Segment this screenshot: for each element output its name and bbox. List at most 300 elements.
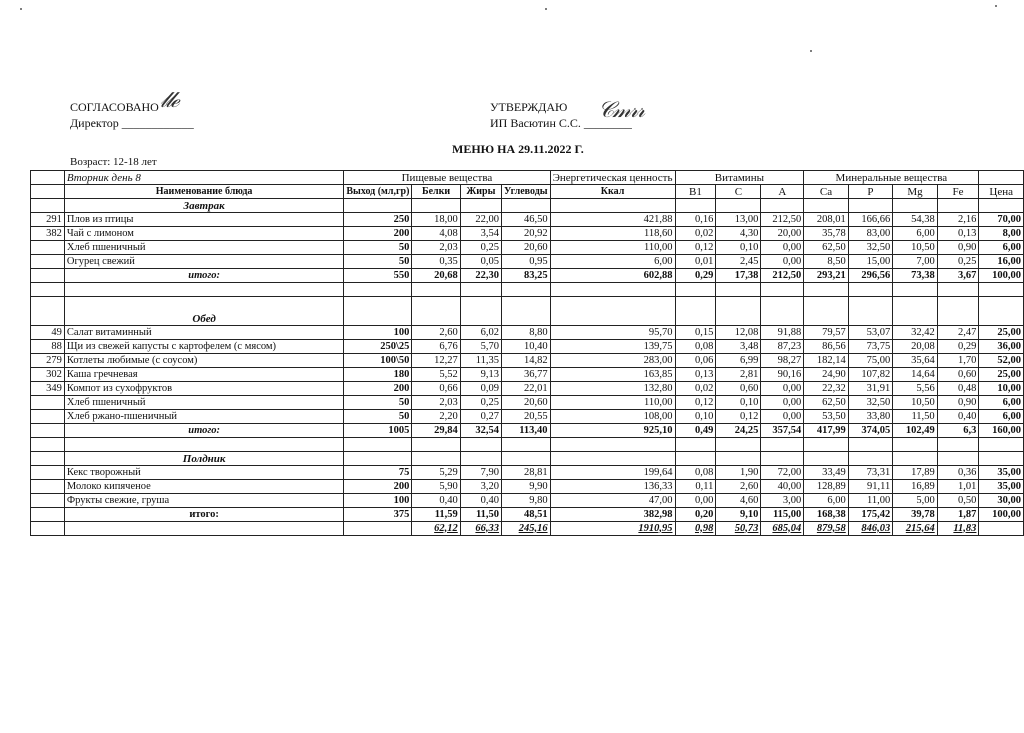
mg: 5,56 <box>893 382 937 396</box>
total-kcal: 925,10 <box>550 424 675 438</box>
dish-name: Кекс творожный <box>64 466 343 480</box>
protein: 12,27 <box>412 354 460 368</box>
fe: 0,90 <box>937 241 979 255</box>
vit-a: 40,00 <box>761 480 804 494</box>
blank-cell <box>412 297 460 326</box>
output: 250 <box>344 213 412 227</box>
fe: 0,50 <box>937 494 979 508</box>
vit-b1: 0,08 <box>675 340 716 354</box>
blank-cell <box>460 199 501 213</box>
blank-cell <box>675 438 716 452</box>
fe: 0,40 <box>937 410 979 424</box>
mg: 35,64 <box>893 354 937 368</box>
output: 200 <box>344 227 412 241</box>
blank-row <box>31 283 1024 297</box>
grand-total-mg: 215,64 <box>893 522 937 536</box>
protein: 18,00 <box>412 213 460 227</box>
total-carbs: 83,25 <box>502 269 551 283</box>
total-output: 550 <box>344 269 412 283</box>
carbs: 36,77 <box>502 368 551 382</box>
p: 11,00 <box>848 494 892 508</box>
vit-b1: 0,02 <box>675 382 716 396</box>
total-output: 1005 <box>344 424 412 438</box>
blank-cell <box>412 199 460 213</box>
blank-cell <box>31 185 65 199</box>
recipe-number <box>31 396 65 410</box>
protein: 6,76 <box>412 340 460 354</box>
p: 53,07 <box>848 326 892 340</box>
p: 75,00 <box>848 354 892 368</box>
total-p: 374,05 <box>848 424 892 438</box>
col-name: Наименование блюда <box>64 185 343 199</box>
vit-c: 2,60 <box>716 480 761 494</box>
group-energy: Энергетическая ценность <box>550 171 675 185</box>
carbs: 9,80 <box>502 494 551 508</box>
blank-cell <box>804 452 848 466</box>
output: 50 <box>344 241 412 255</box>
table-row <box>31 213 1024 227</box>
carbs: 28,81 <box>502 466 551 480</box>
carbs: 0,95 <box>502 255 551 269</box>
mg: 17,89 <box>893 466 937 480</box>
grand-total-dish-name <box>64 522 343 536</box>
price: 10,00 <box>979 382 1024 396</box>
blank-cell <box>344 438 412 452</box>
protein: 2,60 <box>412 326 460 340</box>
scan-speck <box>545 8 547 10</box>
p: 73,31 <box>848 466 892 480</box>
carbs: 20,55 <box>502 410 551 424</box>
blank-cell <box>550 438 675 452</box>
blank-cell <box>804 283 848 297</box>
vit-b1: 0,02 <box>675 227 716 241</box>
output: 200 <box>344 382 412 396</box>
carbs: 9,90 <box>502 480 551 494</box>
table-row <box>31 241 1024 255</box>
vit-a: 0,00 <box>761 396 804 410</box>
total-p: 296,56 <box>848 269 892 283</box>
total-ca: 417,99 <box>804 424 848 438</box>
recipe-number: 291 <box>31 213 65 227</box>
fe: 0,90 <box>937 396 979 410</box>
output: 250\25 <box>344 340 412 354</box>
grand-total-carbs: 245,16 <box>502 522 551 536</box>
table-row <box>31 227 1024 241</box>
vit-c: 0,10 <box>716 241 761 255</box>
meal-title-row <box>31 297 1024 326</box>
fat: 5,70 <box>460 340 501 354</box>
blank-cell <box>64 283 343 297</box>
table-row <box>31 326 1024 340</box>
mg: 14,64 <box>893 368 937 382</box>
dish-name: Молоко кипяченое <box>64 480 343 494</box>
blank-cell <box>979 199 1024 213</box>
total-recipe-number <box>31 508 65 522</box>
grand-total-row <box>31 522 1024 536</box>
grand-total-kcal: 1910,95 <box>550 522 675 536</box>
dish-name: Каша гречневая <box>64 368 343 382</box>
total-mg: 73,38 <box>893 269 937 283</box>
fat: 3,54 <box>460 227 501 241</box>
fe: 0,48 <box>937 382 979 396</box>
total-fe: 6,3 <box>937 424 979 438</box>
blank-cell <box>460 452 501 466</box>
scan-speck <box>20 8 22 10</box>
total-p: 175,42 <box>848 508 892 522</box>
blank-cell <box>344 452 412 466</box>
col-carbs: Углеводы <box>502 185 551 199</box>
vit-b1: 0,06 <box>675 354 716 368</box>
blank-cell <box>979 171 1024 185</box>
ca: 22,32 <box>804 382 848 396</box>
kcal: 163,85 <box>550 368 675 382</box>
protein: 4,08 <box>412 227 460 241</box>
vit-b1: 0,13 <box>675 368 716 382</box>
total-protein: 29,84 <box>412 424 460 438</box>
blank-cell <box>893 283 937 297</box>
total-ca: 293,21 <box>804 269 848 283</box>
fe: 0,13 <box>937 227 979 241</box>
total-ca: 168,38 <box>804 508 848 522</box>
blank-cell <box>502 452 551 466</box>
signature-left: 𝓁𝓁ℯ <box>160 88 178 113</box>
document-title: МЕНЮ НА 29.11.2022 Г. <box>452 142 584 156</box>
total-price: 100,00 <box>979 269 1024 283</box>
output: 50 <box>344 410 412 424</box>
total-fat: 32,54 <box>460 424 501 438</box>
blank-cell <box>716 452 761 466</box>
total-vit-a: 357,54 <box>761 424 804 438</box>
meal-title: Полдник <box>64 452 343 466</box>
price: 35,00 <box>979 466 1024 480</box>
blank-cell <box>550 452 675 466</box>
vit-c: 4,60 <box>716 494 761 508</box>
blank-cell <box>64 438 343 452</box>
total-recipe-number <box>31 424 65 438</box>
protein: 0,40 <box>412 494 460 508</box>
blank-cell <box>502 297 551 326</box>
fat: 0,40 <box>460 494 501 508</box>
output: 100 <box>344 494 412 508</box>
col-output: Выход (мл,гр) <box>344 185 412 199</box>
mg: 5,00 <box>893 494 937 508</box>
output: 200 <box>344 480 412 494</box>
p: 33,80 <box>848 410 892 424</box>
p: 15,00 <box>848 255 892 269</box>
fat: 7,90 <box>460 466 501 480</box>
kcal: 47,00 <box>550 494 675 508</box>
blank-cell <box>550 297 675 326</box>
price: 6,00 <box>979 396 1024 410</box>
total-price: 100,00 <box>979 508 1024 522</box>
total-output: 375 <box>344 508 412 522</box>
dish-name: Плов из птицы <box>64 213 343 227</box>
price: 70,00 <box>979 213 1024 227</box>
vit-a: 3,00 <box>761 494 804 508</box>
blank-cell <box>937 297 979 326</box>
blank-cell <box>761 452 804 466</box>
blank-cell <box>979 283 1024 297</box>
total-label: итого: <box>64 508 343 522</box>
ca: 62,50 <box>804 241 848 255</box>
protein: 5,90 <box>412 480 460 494</box>
fe: 0,36 <box>937 466 979 480</box>
meal-title-row <box>31 199 1024 213</box>
vit-b1: 0,08 <box>675 466 716 480</box>
group-vitamins: Витамины <box>675 171 804 185</box>
col-a: A <box>761 185 804 199</box>
blank-cell <box>502 438 551 452</box>
mg: 6,00 <box>893 227 937 241</box>
carbs: 20,60 <box>502 396 551 410</box>
meal-title: Завтрак <box>64 199 343 213</box>
blank-cell <box>675 283 716 297</box>
blank-cell <box>31 199 65 213</box>
blank-cell <box>848 297 892 326</box>
col-b1: B1 <box>675 185 716 199</box>
total-carbs: 48,51 <box>502 508 551 522</box>
recipe-number: 49 <box>31 326 65 340</box>
vit-c: 0,12 <box>716 410 761 424</box>
price: 6,00 <box>979 410 1024 424</box>
total-row <box>31 424 1024 438</box>
vit-b1: 0,10 <box>675 410 716 424</box>
fe: 0,29 <box>937 340 979 354</box>
total-fe: 1,87 <box>937 508 979 522</box>
carbs: 8,80 <box>502 326 551 340</box>
blank-cell <box>31 283 65 297</box>
blank-cell <box>979 297 1024 326</box>
ca: 182,14 <box>804 354 848 368</box>
total-row <box>31 508 1024 522</box>
kcal: 6,00 <box>550 255 675 269</box>
ca: 8,50 <box>804 255 848 269</box>
fat: 6,02 <box>460 326 501 340</box>
total-vit-c: 17,38 <box>716 269 761 283</box>
ca: 79,57 <box>804 326 848 340</box>
grand-total-fat: 66,33 <box>460 522 501 536</box>
scan-speck <box>810 50 812 52</box>
col-ca: Ca <box>804 185 848 199</box>
total-recipe-number <box>31 269 65 283</box>
dish-name: Котлеты любимые (с соусом) <box>64 354 343 368</box>
blank-cell <box>848 283 892 297</box>
ca: 62,50 <box>804 396 848 410</box>
blank-cell <box>502 283 551 297</box>
blank-cell <box>675 199 716 213</box>
carbs: 10,40 <box>502 340 551 354</box>
blank-cell <box>979 438 1024 452</box>
blank-cell <box>937 452 979 466</box>
protein: 2,03 <box>412 396 460 410</box>
grand-total-protein: 62,12 <box>412 522 460 536</box>
fat: 0,25 <box>460 396 501 410</box>
total-protein: 11,59 <box>412 508 460 522</box>
output: 180 <box>344 368 412 382</box>
dish-name: Салат витаминный <box>64 326 343 340</box>
grand-total-vit-c: 50,73 <box>716 522 761 536</box>
vit-a: 0,00 <box>761 410 804 424</box>
price: 6,00 <box>979 241 1024 255</box>
vit-a: 0,00 <box>761 255 804 269</box>
protein: 0,66 <box>412 382 460 396</box>
fe: 2,16 <box>937 213 979 227</box>
fe: 2,47 <box>937 326 979 340</box>
vit-a: 87,23 <box>761 340 804 354</box>
meal-title-row <box>31 452 1024 466</box>
kcal: 95,70 <box>550 326 675 340</box>
carbs: 20,92 <box>502 227 551 241</box>
kcal: 139,75 <box>550 340 675 354</box>
blank-cell <box>979 452 1024 466</box>
mg: 10,50 <box>893 241 937 255</box>
ca: 53,50 <box>804 410 848 424</box>
p: 32,50 <box>848 396 892 410</box>
table-row <box>31 354 1024 368</box>
vit-a: 72,00 <box>761 466 804 480</box>
price: 25,00 <box>979 368 1024 382</box>
column-header-row <box>31 185 1024 199</box>
table-row <box>31 410 1024 424</box>
approval-right-title: УТВЕРЖДАЮ <box>490 100 568 114</box>
recipe-number: 88 <box>31 340 65 354</box>
total-kcal: 382,98 <box>550 508 675 522</box>
price: 30,00 <box>979 494 1024 508</box>
blank-cell <box>937 283 979 297</box>
kcal: 421,88 <box>550 213 675 227</box>
dish-name: Хлеб ржано-пшеничный <box>64 410 343 424</box>
ca: 24,90 <box>804 368 848 382</box>
kcal: 108,00 <box>550 410 675 424</box>
p: 31,91 <box>848 382 892 396</box>
blank-cell <box>937 438 979 452</box>
vit-b1: 0,16 <box>675 213 716 227</box>
blank-cell <box>460 283 501 297</box>
blank-cell <box>412 283 460 297</box>
recipe-number <box>31 480 65 494</box>
p: 107,82 <box>848 368 892 382</box>
blank-cell <box>502 199 551 213</box>
approval-left-role: Директор ____________ <box>70 116 194 130</box>
total-carbs: 113,40 <box>502 424 551 438</box>
grand-total-p: 846,03 <box>848 522 892 536</box>
blank-cell <box>31 452 65 466</box>
recipe-number: 302 <box>31 368 65 382</box>
ca: 6,00 <box>804 494 848 508</box>
vit-c: 2,81 <box>716 368 761 382</box>
kcal: 136,33 <box>550 480 675 494</box>
vit-b1: 0,01 <box>675 255 716 269</box>
output: 75 <box>344 466 412 480</box>
blank-cell <box>761 297 804 326</box>
vit-b1: 0,15 <box>675 326 716 340</box>
recipe-number <box>31 466 65 480</box>
total-vit-b1: 0,20 <box>675 508 716 522</box>
fat: 0,05 <box>460 255 501 269</box>
table-row <box>31 480 1024 494</box>
vit-c: 1,90 <box>716 466 761 480</box>
ca: 35,78 <box>804 227 848 241</box>
age-label: Возраст: 12-18 лет <box>70 156 157 168</box>
dish-name: Щи из свежей капусты с картофелем (с мясом) <box>64 340 343 354</box>
kcal: 199,64 <box>550 466 675 480</box>
fat: 22,00 <box>460 213 501 227</box>
blank-row <box>31 438 1024 452</box>
grand-total-ca: 879,58 <box>804 522 848 536</box>
ca: 208,01 <box>804 213 848 227</box>
grand-total-vit-a: 685,04 <box>761 522 804 536</box>
table-row <box>31 466 1024 480</box>
recipe-number: 349 <box>31 382 65 396</box>
col-c: C <box>716 185 761 199</box>
blank-cell <box>804 297 848 326</box>
ca: 86,56 <box>804 340 848 354</box>
vit-a: 0,00 <box>761 241 804 255</box>
fat: 0,09 <box>460 382 501 396</box>
kcal: 283,00 <box>550 354 675 368</box>
blank-cell <box>716 283 761 297</box>
output: 100\50 <box>344 354 412 368</box>
vit-c: 3,48 <box>716 340 761 354</box>
blank-cell <box>848 452 892 466</box>
price: 16,00 <box>979 255 1024 269</box>
col-mg: Mg <box>893 185 937 199</box>
total-vit-c: 9,10 <box>716 508 761 522</box>
kcal: 110,00 <box>550 396 675 410</box>
mg: 11,50 <box>893 410 937 424</box>
blank-cell <box>31 297 65 326</box>
total-mg: 39,78 <box>893 508 937 522</box>
price: 35,00 <box>979 480 1024 494</box>
table-row <box>31 494 1024 508</box>
col-kcal: Ккал <box>550 185 675 199</box>
protein: 2,03 <box>412 241 460 255</box>
ca: 128,89 <box>804 480 848 494</box>
recipe-number <box>31 410 65 424</box>
total-fe: 3,67 <box>937 269 979 283</box>
approval-right-role: ИП Васютин С.С. ________ <box>490 116 632 130</box>
signature-right: 𝒞𝓂𝓇𝓇 <box>598 98 644 123</box>
blank-cell <box>937 199 979 213</box>
grand-total-recipe-number <box>31 522 65 536</box>
protein: 5,52 <box>412 368 460 382</box>
carbs: 20,60 <box>502 241 551 255</box>
p: 83,00 <box>848 227 892 241</box>
vit-a: 90,16 <box>761 368 804 382</box>
vit-a: 0,00 <box>761 382 804 396</box>
output: 50 <box>344 396 412 410</box>
total-vit-b1: 0,49 <box>675 424 716 438</box>
blank-cell <box>761 199 804 213</box>
kcal: 118,60 <box>550 227 675 241</box>
price: 36,00 <box>979 340 1024 354</box>
vit-c: 6,99 <box>716 354 761 368</box>
blank-cell <box>550 199 675 213</box>
dish-name: Хлеб пшеничный <box>64 396 343 410</box>
fe: 0,25 <box>937 255 979 269</box>
blank-cell <box>460 438 501 452</box>
protein: 2,20 <box>412 410 460 424</box>
total-fat: 22,30 <box>460 269 501 283</box>
blank-cell <box>848 199 892 213</box>
col-fat: Жиры <box>460 185 501 199</box>
total-label: итого: <box>64 269 343 283</box>
group-minerals: Минеральные вещества <box>804 171 979 185</box>
recipe-number: 279 <box>31 354 65 368</box>
fat: 0,25 <box>460 241 501 255</box>
fe: 1,70 <box>937 354 979 368</box>
total-vit-b1: 0,29 <box>675 269 716 283</box>
